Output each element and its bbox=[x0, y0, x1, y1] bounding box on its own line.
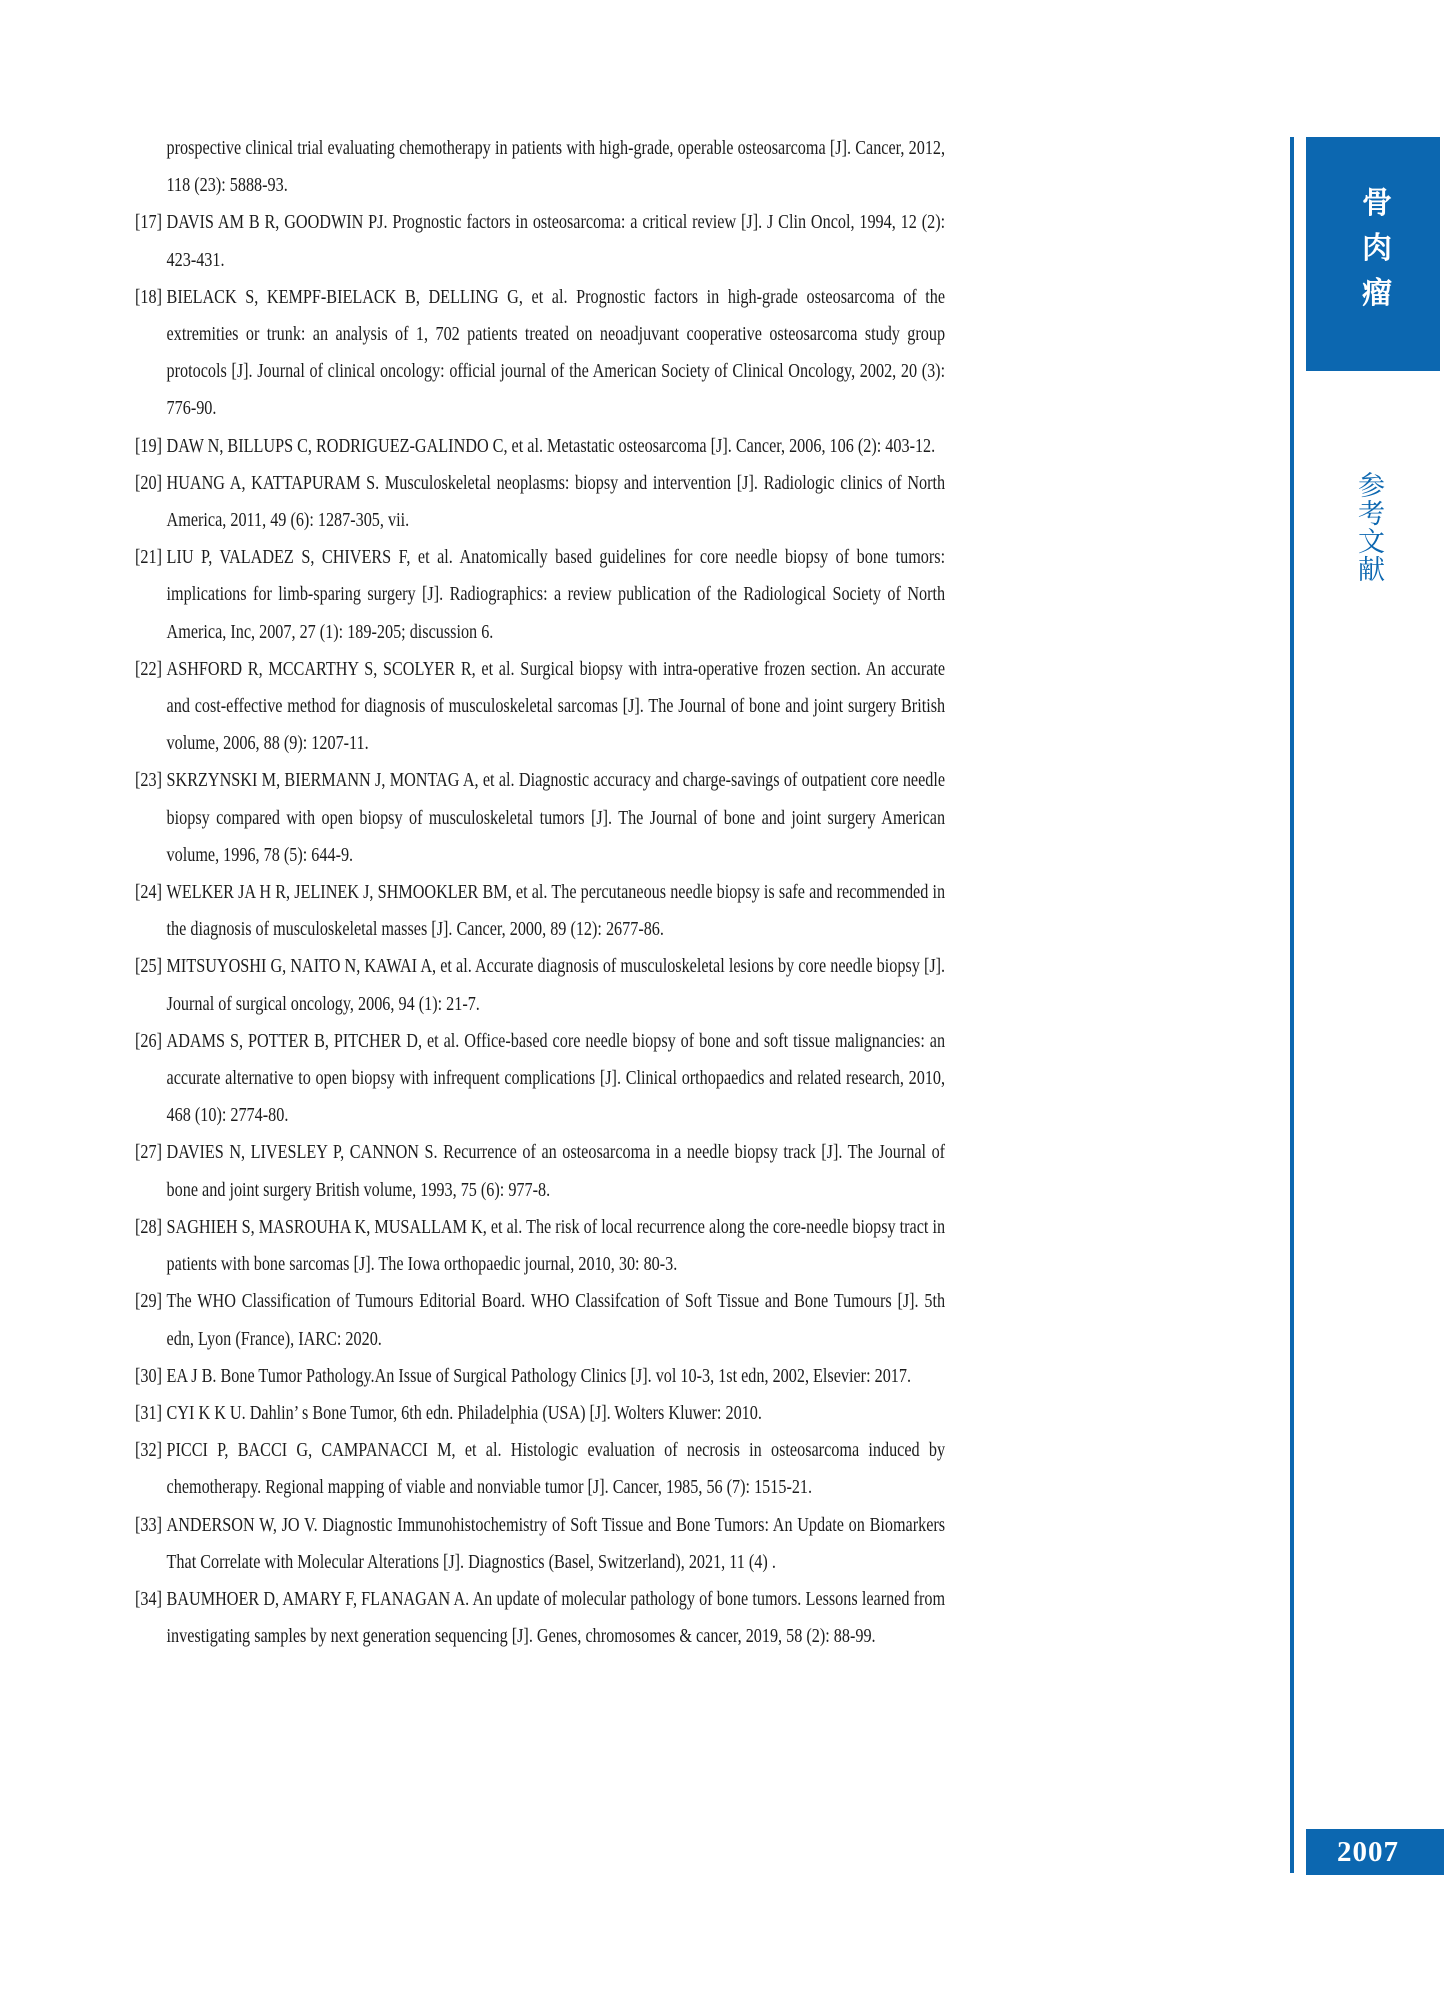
reference-entry bbox=[135, 1432, 945, 1506]
reference-entry bbox=[135, 1023, 945, 1135]
reference-text: SAGHIEH S, MASROUHA K, MUSALLAM K, et al. The risk of local recurrence along the core-needle biopsy tract in patients with bone sarcomas [J]. The Iowa orthopaedic journal, 2010, 30: 80-3. bbox=[166, 1216, 946, 1276]
reference-text: WELKER JA H R, JELINEK J, SHMOOKLER BM, et al. The percutaneous needle biopsy is safe and recommended in the diagnosis of musculoskeletal masses [J]. Cancer, 2000, 89 (12): 2677-86. bbox=[166, 882, 946, 941]
reference-entry bbox=[135, 465, 945, 539]
reference-text: BAUMHOER D, AMARY F, FLANAGAN A. An update of molecular pathology of bone tumors. Lessons learned from investigating samples by next generation sequencing [J]. Genes, chromosomes & cancer, 2019, 58 (2): 88-99. bbox=[166, 1588, 946, 1648]
reference-entry bbox=[135, 651, 945, 763]
reference-entry bbox=[135, 428, 945, 465]
reference-entry bbox=[135, 1209, 945, 1283]
reference-text: prospective clinical trial evaluating chemotherapy in patients with high-grade, operable osteosarcoma [J]. Cancer, 2012, 118 (23): 5888-93. bbox=[166, 138, 946, 197]
reference-number: [21] bbox=[135, 547, 162, 569]
reference-text: ADAMS S, POTTER B, PITCHER D, et al. Office-based core needle biopsy of bone and soft tissue malignancies: an accurate alternative to open biopsy with infrequent complications [J]. Clinical orthopaedics and related research, 2010, 468 (10): 2774-80. bbox=[166, 1030, 946, 1127]
page-number-badge bbox=[1306, 1829, 1444, 1875]
reference-number: [31] bbox=[135, 1402, 162, 1424]
reference-entry bbox=[135, 1581, 945, 1655]
reference-number: [28] bbox=[135, 1216, 162, 1238]
page-number: 2007 bbox=[1337, 1835, 1399, 1868]
reference-text: The WHO Classification of Tumours Editorial Board. WHO Classifcation of Soft Tissue and Bone Tumours [J]. 5th edn, Lyon (France), IARC: 2020. bbox=[166, 1291, 946, 1350]
reference-entry bbox=[135, 762, 945, 874]
reference-number: [24] bbox=[135, 882, 162, 904]
reference-number: [34] bbox=[135, 1588, 162, 1610]
reference-entry bbox=[135, 1395, 945, 1432]
reference-text: BIELACK S, KEMPF-BIELACK B, DELLING G, et al. Prognostic factors in high-grade osteosarcoma of the extremities or trunk: an analysis of 1, 702 patients treated on neoadjuvant cooperative osteosarcoma study group protocols [J]. Journal of clinical oncology: official journal of the American Society of Clinical Oncology, 2002, 20 (3): 776-90. bbox=[166, 286, 946, 420]
chapter-tab-label: 骨肉瘤 bbox=[1357, 186, 1390, 322]
reference-number: [17] bbox=[135, 212, 162, 234]
reference-text: HUANG A, KATTAPURAM S. Musculoskeletal neoplasms: biopsy and intervention [J]. Radiologic clinics of North America, 2011, 49 (6): 1287-305, vii. bbox=[166, 472, 946, 532]
reference-number: [32] bbox=[135, 1440, 162, 1462]
reference-text: ANDERSON W, JO V. Diagnostic Immunohistochemistry of Soft Tissue and Bone Tumors: An Update on Biomarkers That Correlate with Molecular Alterations [J]. Diagnostics (Basel, Switzerland), 2021, 11 (4) . bbox=[166, 1514, 946, 1573]
section-label: 参考文献 bbox=[1354, 471, 1384, 583]
reference-number: [18] bbox=[135, 286, 162, 308]
references-list bbox=[135, 130, 945, 1655]
reference-continuation bbox=[135, 130, 945, 204]
reference-text: DAVIS AM B R, GOODWIN PJ. Prognostic factors in osteosarcoma: a critical review [J]. J Clin Oncol, 1994, 12 (2): 423-431. bbox=[166, 212, 946, 271]
reference-text: EA J B. Bone Tumor Pathology.An Issue of Surgical Pathology Clinics [J]. vol 10-3, 1st edn, 2002, Elsevier: 2017. bbox=[166, 1365, 912, 1387]
reference-entry bbox=[135, 874, 945, 948]
chapter-tab bbox=[1306, 137, 1440, 371]
reference-number: [25] bbox=[135, 956, 162, 978]
reference-entry bbox=[135, 1358, 945, 1395]
reference-text: DAW N, BILLUPS C, RODRIGUEZ-GALINDO C, et al. Metastatic osteosarcoma [J]. Cancer, 2006, 106 (2): 403-12. bbox=[166, 435, 936, 457]
reference-text: SKRZYNSKI M, BIERMANN J, MONTAG A, et al. Diagnostic accuracy and charge-savings of outpatient core needle biopsy compared with open biopsy of musculoskeletal tumors [J]. The Journal of bone and joint surgery American volume, 1996, 78 (5): 644-9. bbox=[166, 770, 946, 866]
reference-entry bbox=[135, 1134, 945, 1208]
reference-entry bbox=[135, 1507, 945, 1581]
reference-number: [20] bbox=[135, 472, 162, 494]
reference-text: LIU P, VALADEZ S, CHIVERS F, et al. Anatomically based guidelines for core needle biopsy of bone tumors: implications for limb-sparing surgery [J]. Radiographics: a review publication of the Radiological Society of North America, Inc, 2007, 27 (1): 189-205; discussion 6. bbox=[166, 547, 946, 643]
reference-entry bbox=[135, 948, 945, 1022]
reference-number: [29] bbox=[135, 1291, 162, 1313]
reference-number: [30] bbox=[135, 1365, 162, 1387]
reference-number: [26] bbox=[135, 1030, 162, 1052]
reference-entry bbox=[135, 539, 945, 651]
reference-text: PICCI P, BACCI G, CAMPANACCI M, et al. Histologic evaluation of necrosis in osteosarcoma induced by chemotherapy. Regional mapping of viable and nonviable tumor [J]. Cancer, 1985, 56 (7): 1515-21. bbox=[166, 1440, 946, 1499]
reference-number: [23] bbox=[135, 770, 162, 792]
reference-text: MITSUYOSHI G, NAITO N, KAWAI A, et al. Accurate diagnosis of musculoskeletal lesions by core needle biopsy [J]. Journal of surgical oncology, 2006, 94 (1): 21-7. bbox=[166, 956, 946, 1015]
reference-number: [22] bbox=[135, 658, 162, 680]
sidebar-rule bbox=[1290, 137, 1294, 1873]
reference-entry bbox=[135, 1283, 945, 1357]
reference-text: CYI K K U. Dahlin’ s Bone Tumor, 6th edn. Philadelphia (USA) [J]. Wolters Kluwer: 2010. bbox=[166, 1402, 762, 1424]
reference-text: DAVIES N, LIVESLEY P, CANNON S. Recurrence of an osteosarcoma in a needle biopsy track [J]. The Journal of bone and joint surgery British volume, 1993, 75 (6): 977-8. bbox=[166, 1142, 946, 1201]
reference-number: [33] bbox=[135, 1514, 162, 1536]
reference-entry bbox=[135, 279, 945, 428]
reference-number: [27] bbox=[135, 1142, 162, 1164]
reference-text: ASHFORD R, MCCARTHY S, SCOLYER R, et al. Surgical biopsy with intra-operative frozen section. An accurate and cost-effective method for diagnosis of musculoskeletal sarcomas [J]. The Journal of bone and joint surgery British volume, 2006, 88 (9): 1207-11. bbox=[166, 658, 946, 755]
reference-number: [19] bbox=[135, 435, 162, 457]
reference-entry bbox=[135, 204, 945, 278]
